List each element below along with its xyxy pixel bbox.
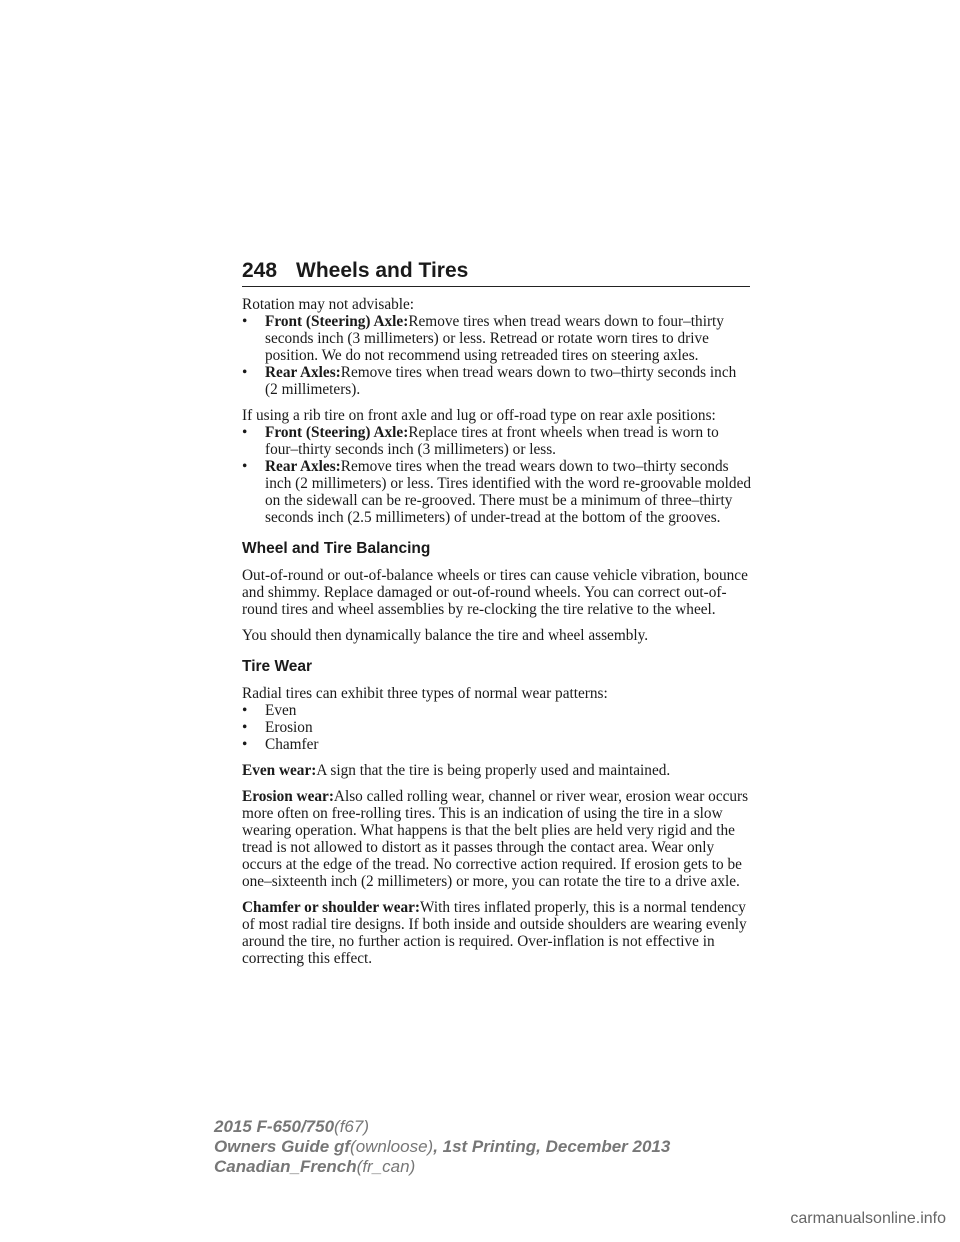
page-header <box>242 256 750 287</box>
bullet-icon: • <box>242 719 248 736</box>
erosion-wear-term: Erosion wear: <box>242 788 334 805</box>
list-item <box>242 719 752 736</box>
wear-intro: Radial tires can exhibit three types of normal wear patterns: <box>242 685 608 702</box>
list-item-text: Remove tires when tread wears down to four–thirty seconds inch (3 millimeters) or less. Retread or rotate worn tires to drive position. We do not recommend using retreaded tires on steering axles. <box>265 313 724 364</box>
list-item <box>242 736 752 753</box>
rotation-list <box>242 313 752 398</box>
footer-model: 2015 F-650/750 <box>214 1117 335 1136</box>
list-item-text: Erosion <box>265 719 313 736</box>
bullet-icon: • <box>242 458 248 475</box>
list-item-term: Rear Axles: <box>265 458 341 475</box>
balancing-paragraph-2: You should then dynamically balance the tire and wheel assembly. <box>242 627 649 644</box>
footer-model-code: (f67) <box>334 1117 370 1136</box>
footer-guide-code: (ownloose) <box>350 1137 434 1156</box>
list-item-text: Remove tires when the tread wears down to two–thirty seconds inch (2 millimeters) or less. Tires identified with the word re-groovable molded on the sidewall can be re-grooved. There must be a minimum of three–thirty seconds inch (2.5 millimeters) of under-tread at the bottom of the grooves. <box>265 458 752 526</box>
chamfer-wear-paragraph <box>242 899 752 967</box>
page-content <box>242 296 752 976</box>
footer-line-2 <box>214 1137 670 1157</box>
bullet-icon: • <box>242 364 248 381</box>
list-item-term: Front (Steering) Axle: <box>265 424 409 441</box>
wear-types-list <box>242 702 752 753</box>
erosion-wear-paragraph <box>242 788 752 890</box>
list-item-text: Chamfer <box>265 736 319 753</box>
bullet-icon: • <box>242 424 248 441</box>
list-item-text: Replace tires at front wheels when tread is worn to four–thirty seconds inch (3 millimeters) or less. <box>265 424 719 458</box>
even-wear-text: A sign that the tire is being properly used and maintained. <box>316 762 671 779</box>
print-footer <box>214 1117 670 1177</box>
even-wear-paragraph <box>242 762 752 779</box>
bullet-icon: • <box>242 313 248 330</box>
list-item <box>242 364 752 398</box>
list-item-text: Even <box>265 702 297 719</box>
footer-locale: Canadian_French <box>214 1157 357 1176</box>
rib-list <box>242 424 752 526</box>
footer-line-1 <box>214 1117 670 1137</box>
list-item <box>242 458 752 526</box>
balancing-heading: Wheel and Tire Balancing <box>242 540 431 557</box>
erosion-wear-text: Also called rolling wear, channel or river wear, erosion wear occurs more often on free-rolling tires. This is an indication of using the tire in a slow wearing operation. What happens is that the belt plies are held very rigid and the tread is not allowed to distort as it passes through the contact area. Wear only occurs at the edge of the tread. No corrective action required. If erosion gets to be one–sixteenth inch (2 millimeters) or more, you can rotate the tire to a drive axle. <box>242 788 749 890</box>
rib-intro: If using a rib tire on front axle and lug or off-road type on rear axle positions: <box>242 407 716 424</box>
tire-wear-heading: Tire Wear <box>242 658 313 675</box>
footer-line-3 <box>214 1157 670 1177</box>
list-item <box>242 702 752 719</box>
list-item-term: Front (Steering) Axle: <box>265 313 409 330</box>
list-item-text: Remove tires when tread wears down to two–thirty seconds inch (2 millimeters). <box>265 364 737 398</box>
section-title: Wheels and Tires <box>296 259 469 282</box>
list-item-term: Rear Axles: <box>265 364 341 381</box>
footer-locale-code: (fr_can) <box>356 1157 416 1176</box>
list-item <box>242 424 752 458</box>
bullet-icon: • <box>242 702 248 719</box>
footer-printing: , 1st Printing, December 2013 <box>433 1137 671 1156</box>
even-wear-term: Even wear: <box>242 762 317 779</box>
page-number: 248 <box>242 259 278 282</box>
balancing-paragraph: Out-of-round or out-of-balance wheels or tires can cause vehicle vibration, bounce and shimmy. Replace damaged or out-of-round wheels. You can correct out-of-round tires and wheel assemblies by re-clocking the tire relative to the wheel. <box>242 567 748 618</box>
watermark-text: carmanualsonline.info <box>790 1210 946 1227</box>
chamfer-wear-term: Chamfer or shoulder wear: <box>242 899 421 916</box>
footer-guide: Owners Guide gf <box>214 1137 351 1156</box>
chamfer-wear-text: With tires inflated properly, this is a normal tendency of most radial tire designs. If both inside and outside shoulders are wearing evenly around the tire, no further action is required. Over-inflation is not effective in correcting this effect. <box>242 899 747 967</box>
list-item <box>242 313 752 364</box>
rotation-intro: Rotation may not advisable: <box>242 296 415 313</box>
bullet-icon: • <box>242 736 248 753</box>
